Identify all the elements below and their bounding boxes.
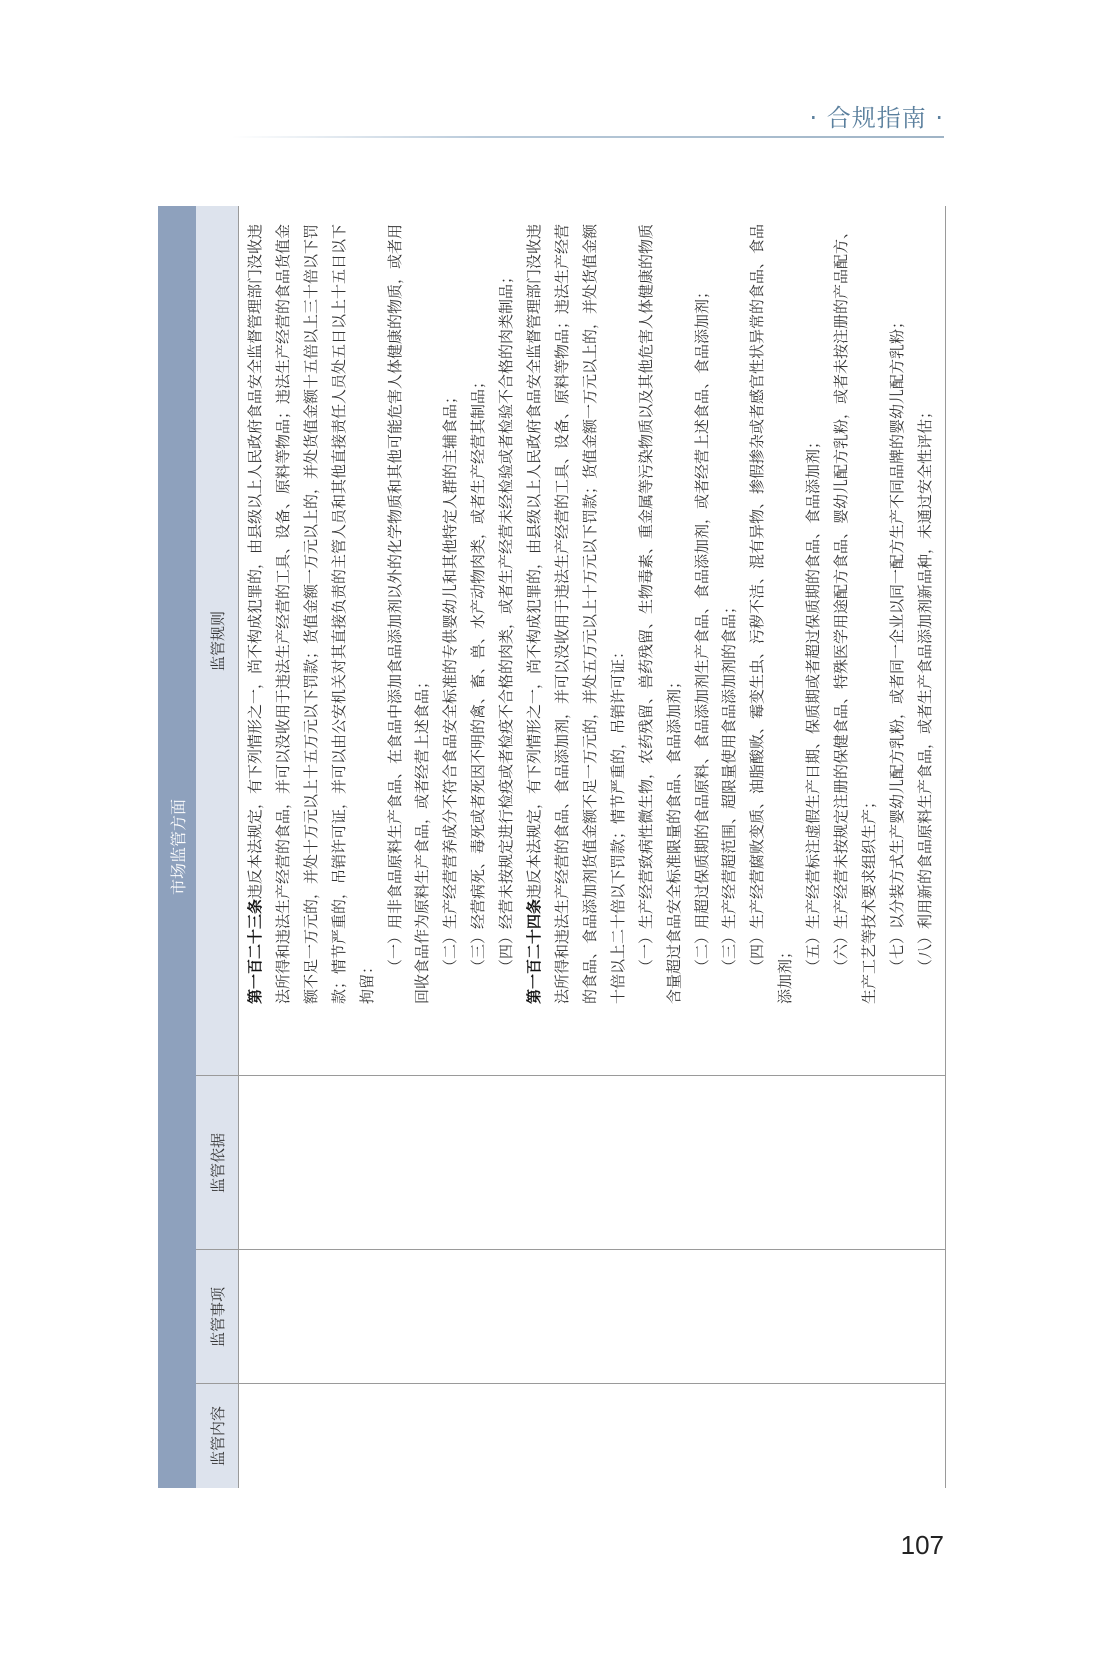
rule-text: （四）生产经营腐败变质、油脂酸败、霉变生虫、污秽不洁、混有异物、掺假掺杂或者感官性状异常的食品、食品添加剂； — [748, 223, 795, 1004]
rule-text: （二）用超过保质期的食品原料、食品添加剂生产食品、食品添加剂，或者经营上述食品、食品添加剂； — [692, 283, 711, 974]
column-divider — [196, 1249, 946, 1250]
rule-text: （七）以分装方式生产婴幼儿配方乳粉，或者同一企业以同一配方生产不同品牌的婴幼儿配方乳粉； — [887, 313, 906, 974]
rule-text: （六）生产经营未按规定注册的保健食品、特殊医学用途配方食品、婴幼儿配方乳粉，或者未按注册的产品配方、生产工艺等技术要求组织生产； — [832, 223, 878, 1004]
column-header-rules: 监管规则 — [208, 611, 227, 672]
table-header-row — [196, 206, 238, 1488]
section-title-bar — [158, 206, 196, 1488]
regulation-table — [158, 206, 946, 1488]
rule-paragraph — [716, 216, 744, 1004]
page-number: 107 — [900, 1530, 944, 1560]
rule-text: （一）用非食品原料生产食品、在食品中添加食品添加剂以外的化学物质和其他可能危害人体健康的物质，或者用回收食品作为原料生产食品，或者经营上述食品； — [385, 223, 432, 1004]
column-divider — [196, 1383, 946, 1384]
rule-text: （三）生产经营超范围、超限量使用食品添加剂的食品； — [720, 598, 739, 974]
rule-text: （四）经营未按规定进行检疫或者检疫不合格的肉类，或者生产经营未经检验或者检验不合格的肉类制品； — [497, 268, 516, 974]
rule-paragraph — [689, 216, 717, 1004]
table-bottom-border — [945, 206, 946, 1488]
rule-paragraph — [382, 216, 438, 1004]
header-rule — [232, 136, 944, 138]
rule-paragraph — [744, 216, 800, 1004]
rule-paragraph — [465, 216, 493, 1004]
rules-cell — [242, 216, 942, 1004]
rule-paragraph — [633, 216, 689, 1004]
header-divider — [238, 206, 239, 1488]
rule-paragraph — [437, 216, 465, 1004]
header-title: · 合规指南 · — [809, 104, 944, 132]
rule-text: （八）利用新的食品原料生产食品，或者生产食品添加剂新品种，未通过安全性评估； — [915, 403, 934, 974]
rule-paragraph — [884, 216, 912, 1004]
column-header-item: 监管事项 — [208, 1287, 227, 1348]
rule-paragraph — [521, 216, 633, 1004]
rule-paragraph — [493, 216, 521, 1004]
rule-text: 违反本法规定，有下列情形之一，尚不构成犯罪的，由县级以上人民政府食品安全监督管理部门没收违法所得和违法生产经营的食品，并可以没收用于违法生产经营的工具、设备、原料等物品；违法生产经营的食品货值金额不足一万元的，并处十万元以上十五万元以下罚款；货值金额一万元以上的，并处货值金额十五倍以上三十倍以下罚款；情节严重的，吊销许可证，并可以由公安机关对其直接负责的主管人员和其他直接责任人员处五日以上十五日以下拘留： — [246, 223, 376, 1004]
column-divider — [196, 1075, 946, 1076]
rule-paragraph — [800, 216, 828, 1004]
article-number: 第一百二十三条 — [246, 898, 264, 1004]
article-number: 第一百二十四条 — [525, 898, 544, 1004]
rule-text: （二）生产经营营养成分不符合食品安全标准的专供婴幼儿和其他特定人群的主辅食品； — [441, 388, 460, 974]
section-title: 市场监管方面 — [168, 799, 188, 896]
rotated-table-wrapper — [158, 206, 946, 1488]
rule-text: （五）生产经营标注虚假生产日期、保质期或者超过保质期的食品、食品添加剂； — [804, 433, 823, 974]
column-header-content: 监管内容 — [208, 1406, 227, 1467]
rule-paragraph — [828, 216, 884, 1004]
column-header-basis: 监管依据 — [208, 1133, 227, 1194]
rule-paragraph — [912, 216, 940, 1004]
rule-text: 违反本法规定，有下列情形之一，尚不构成犯罪的，由县级以上人民政府食品安全监督管理部门没收违法所得和违法生产经营的食品、食品添加剂，并可以没收用于违法生产经营的工具、设备、原料等物品；违法生产经营的食品、食品添加剂货值金额不足一万元的，并处五万元以上十万元以下罚款；货值金额一万元以上的，并处货值金额十倍以上二十倍以下罚款；情节严重的，吊销许可证： — [525, 223, 627, 1004]
rule-text: （一）生产经营致病性微生物，农药残留、兽药残留、生物毒素、重金属等污染物质以及其他危害人体健康的物质含量超过食品安全标准限量的食品、食品添加剂； — [636, 223, 683, 1004]
rule-text: （三）经营病死、毒死或者死因不明的禽、畜、兽、水产动物肉类，或者生产经营其制品； — [469, 373, 488, 974]
rule-paragraph — [242, 216, 382, 1004]
